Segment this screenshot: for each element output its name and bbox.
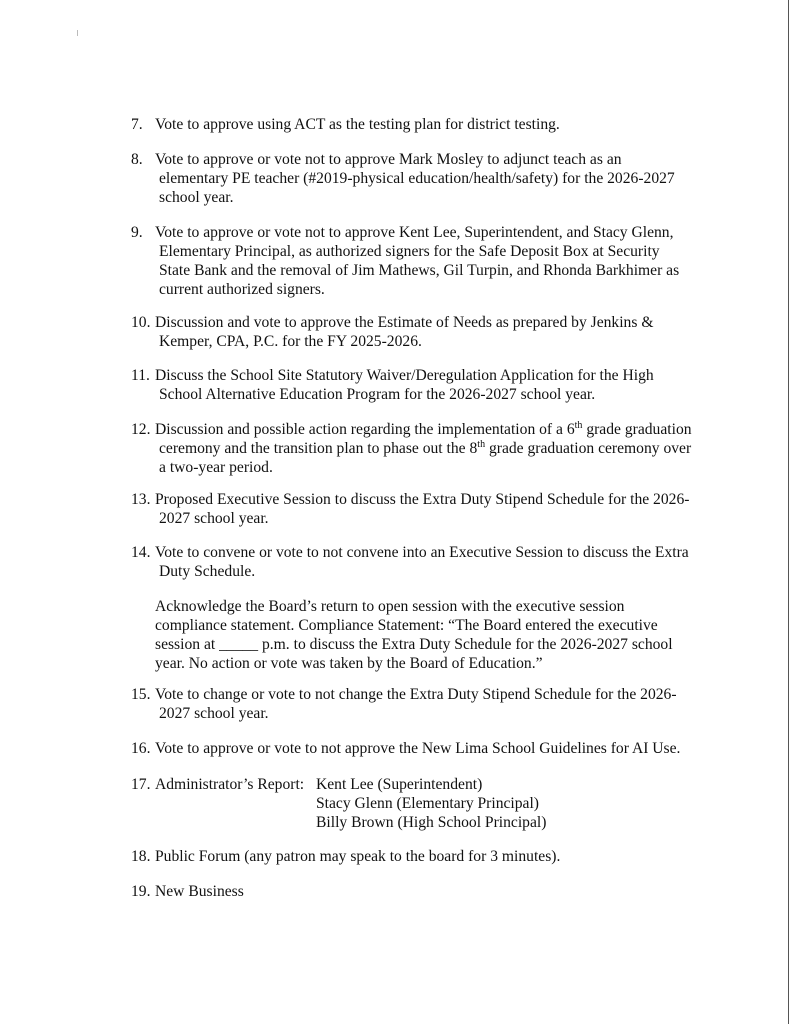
- item-number: 8.: [131, 151, 143, 168]
- item-number: 11.: [131, 367, 150, 384]
- item-number: 16.: [131, 740, 151, 757]
- item-number: 12.: [131, 421, 151, 438]
- item-text: Discussion and possible action regarding the implementation of a 6th grade graduation ceremony and the transition plan to phase out the 8th grade graduation ceremony over a two-year period.: [155, 420, 692, 476]
- item-number: 15.: [131, 686, 151, 703]
- item-text: New Business: [155, 883, 244, 900]
- scan-mark: [77, 30, 78, 36]
- report-name: Kent Lee (Superintendent): [316, 776, 483, 793]
- page-edge-line: [788, 0, 789, 1024]
- report-name: Stacy Glenn (Elementary Principal): [316, 795, 540, 812]
- item-number: 13.: [131, 491, 151, 508]
- report-label: Administrator’s Report:: [155, 776, 305, 793]
- item-text: Vote to approve or vote to not approve the New Lima School Guidelines for AI Use.: [155, 740, 681, 757]
- item-text: Vote to approve using ACT as the testing plan for district testing.: [155, 116, 560, 133]
- item-text: Discuss the School Site Statutory Waiver/Deregulation Application for the High School Alternative Education Program for the 2026-2027 school year.: [155, 367, 654, 403]
- paragraph-text: Acknowledge the Board’s return to open session with the executive session compliance statement. Compliance Statement: “The Board entered the executive session at _____ p.m. to discuss the Extra Duty Schedule for the 2026-2027 school year. No action or vote was taken by the Board of Education.”: [155, 598, 673, 672]
- item-text: Vote to change or vote to not change the Extra Duty Stipend Schedule for the 2026- 2027 school year.: [155, 686, 677, 722]
- item-text: Vote to approve or vote not to approve Kent Lee, Superintendent, and Stacy Glenn, Elementary Principal, as authorized signers for the Safe Deposit Box at Security State Bank and the removal of Jim Mathews, Gil Turpin, and Rhonda Barkhimer as current authorized signers.: [155, 224, 680, 298]
- item-number: 18.: [131, 848, 151, 865]
- item-number: 10.: [131, 314, 151, 331]
- item-number: 14.: [131, 544, 151, 561]
- item-text: Proposed Executive Session to discuss the Extra Duty Stipend Schedule for the 2026- 2027 school year.: [155, 491, 690, 527]
- item-number: 17.: [131, 776, 151, 793]
- item-text: Vote to convene or vote to not convene into an Executive Session to discuss the Extra Duty Schedule.: [155, 544, 689, 580]
- item-number: 9.: [131, 224, 143, 241]
- report-name: Billy Brown (High School Principal): [316, 814, 547, 831]
- item-text: Vote to approve or vote not to approve Mark Mosley to adjunct teach as an elementary PE teacher (#2019-physical education/health/safety) for the 2026-2027 school year.: [155, 151, 675, 206]
- item-text: Discussion and vote to approve the Estimate of Needs as prepared by Jenkins & Kemper, CPA, P.C. for the FY 2025-2026.: [155, 314, 654, 350]
- item-number: 19.: [131, 883, 151, 900]
- report-names: [316, 775, 546, 832]
- item-number: 7.: [131, 116, 143, 133]
- item-text: Public Forum (any patron may speak to the board for 3 minutes).: [155, 848, 561, 865]
